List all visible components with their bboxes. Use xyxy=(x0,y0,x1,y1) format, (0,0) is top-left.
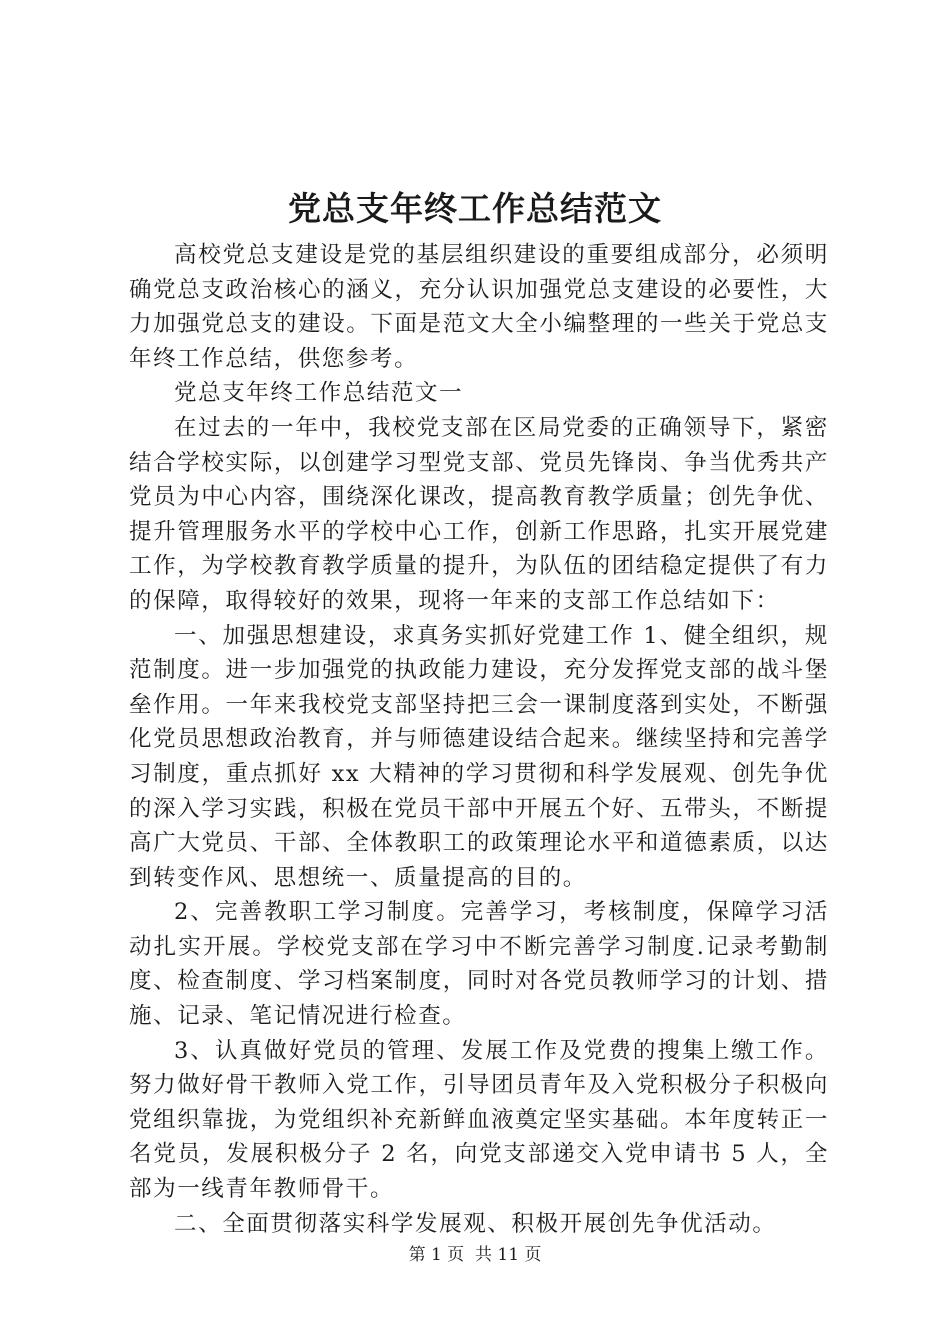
body-paragraph: 一、加强思想建设，求真务实抓好党建工作 1、健全组织，规范制度。进一步加强党的执政能力建设，充分发挥党支部的战斗堡垒作用。一年来我校党支部坚持把三会一课制度落到实处，不断强化党员思想政治教育，并与师德建设结合起来。继续坚持和完善学习制度，重点抓好 xx 大精神的学习贯彻和科学发展观、创先争优的深入学习实践，积极在党员干部中开展五个好、五带头，不断提高广大党员、干部、全体教职工的政策理论水平和道德素质，以达到转变作风、思想统一、质量提高的目的。 xyxy=(129,622,829,891)
page-number: 第 1 页 共 11 页 xyxy=(408,1245,542,1265)
page-footer xyxy=(0,1243,950,1267)
document-body xyxy=(129,238,829,1241)
section-heading: 党总支年终工作总结范文一 xyxy=(174,380,464,407)
body-paragraph: 二、全面贯彻落实科学发展观、积极开展创先争优活动。 xyxy=(174,1210,777,1237)
intro-paragraph: 高校党总支建设是党的基层组织建设的重要组成部分，必须明确党总支政治核心的涵义，充分认识加强党总支建设的必要性，大力加强党总支的建设。下面是范文大全小编整理的一些关于党总支年终工作总结，供您参考。 xyxy=(129,242,829,372)
body-paragraph: 3、认真做好党员的管理、发展工作及党费的搜集上缴工作。努力做好骨干教师入党工作，引导团员青年及入党积极分子积极向党组织靠拢，为党组织补充新鲜血液奠定坚实基础。本年度转正一名党员，发展积极分子 2 名，向党支部递交入党申请书 5 人，全部为一线青年教师骨干。 xyxy=(129,1037,829,1203)
document-title: 党总支年终工作总结范文 xyxy=(288,189,662,228)
body-paragraph: 2、完善教职工学习制度。完善学习，考核制度，保障学习活动扎实开展。学校党支部在学习中不断完善学习制度.记录考勤制度、检查制度、学习档案制度，同时对各党员教师学习的计划、措施、记录、笔记情况进行检查。 xyxy=(129,899,829,1030)
body-paragraph: 在过去的一年中，我校党支部在区局党委的正确领导下，紧密结合学校实际，以创建学习型党支部、党员先锋岗、争当优秀共产党员为中心内容，围绕深化课改，提高教育教学质量；创先争优、提升管理服务水平的学校中心工作，创新工作思路，扎实开展党建工作，为学校教育教学质量的提升，为队伍的团结稳定提供了有力的保障，取得较好的效果，现将一年来的支部工作总结如下： xyxy=(129,414,829,614)
